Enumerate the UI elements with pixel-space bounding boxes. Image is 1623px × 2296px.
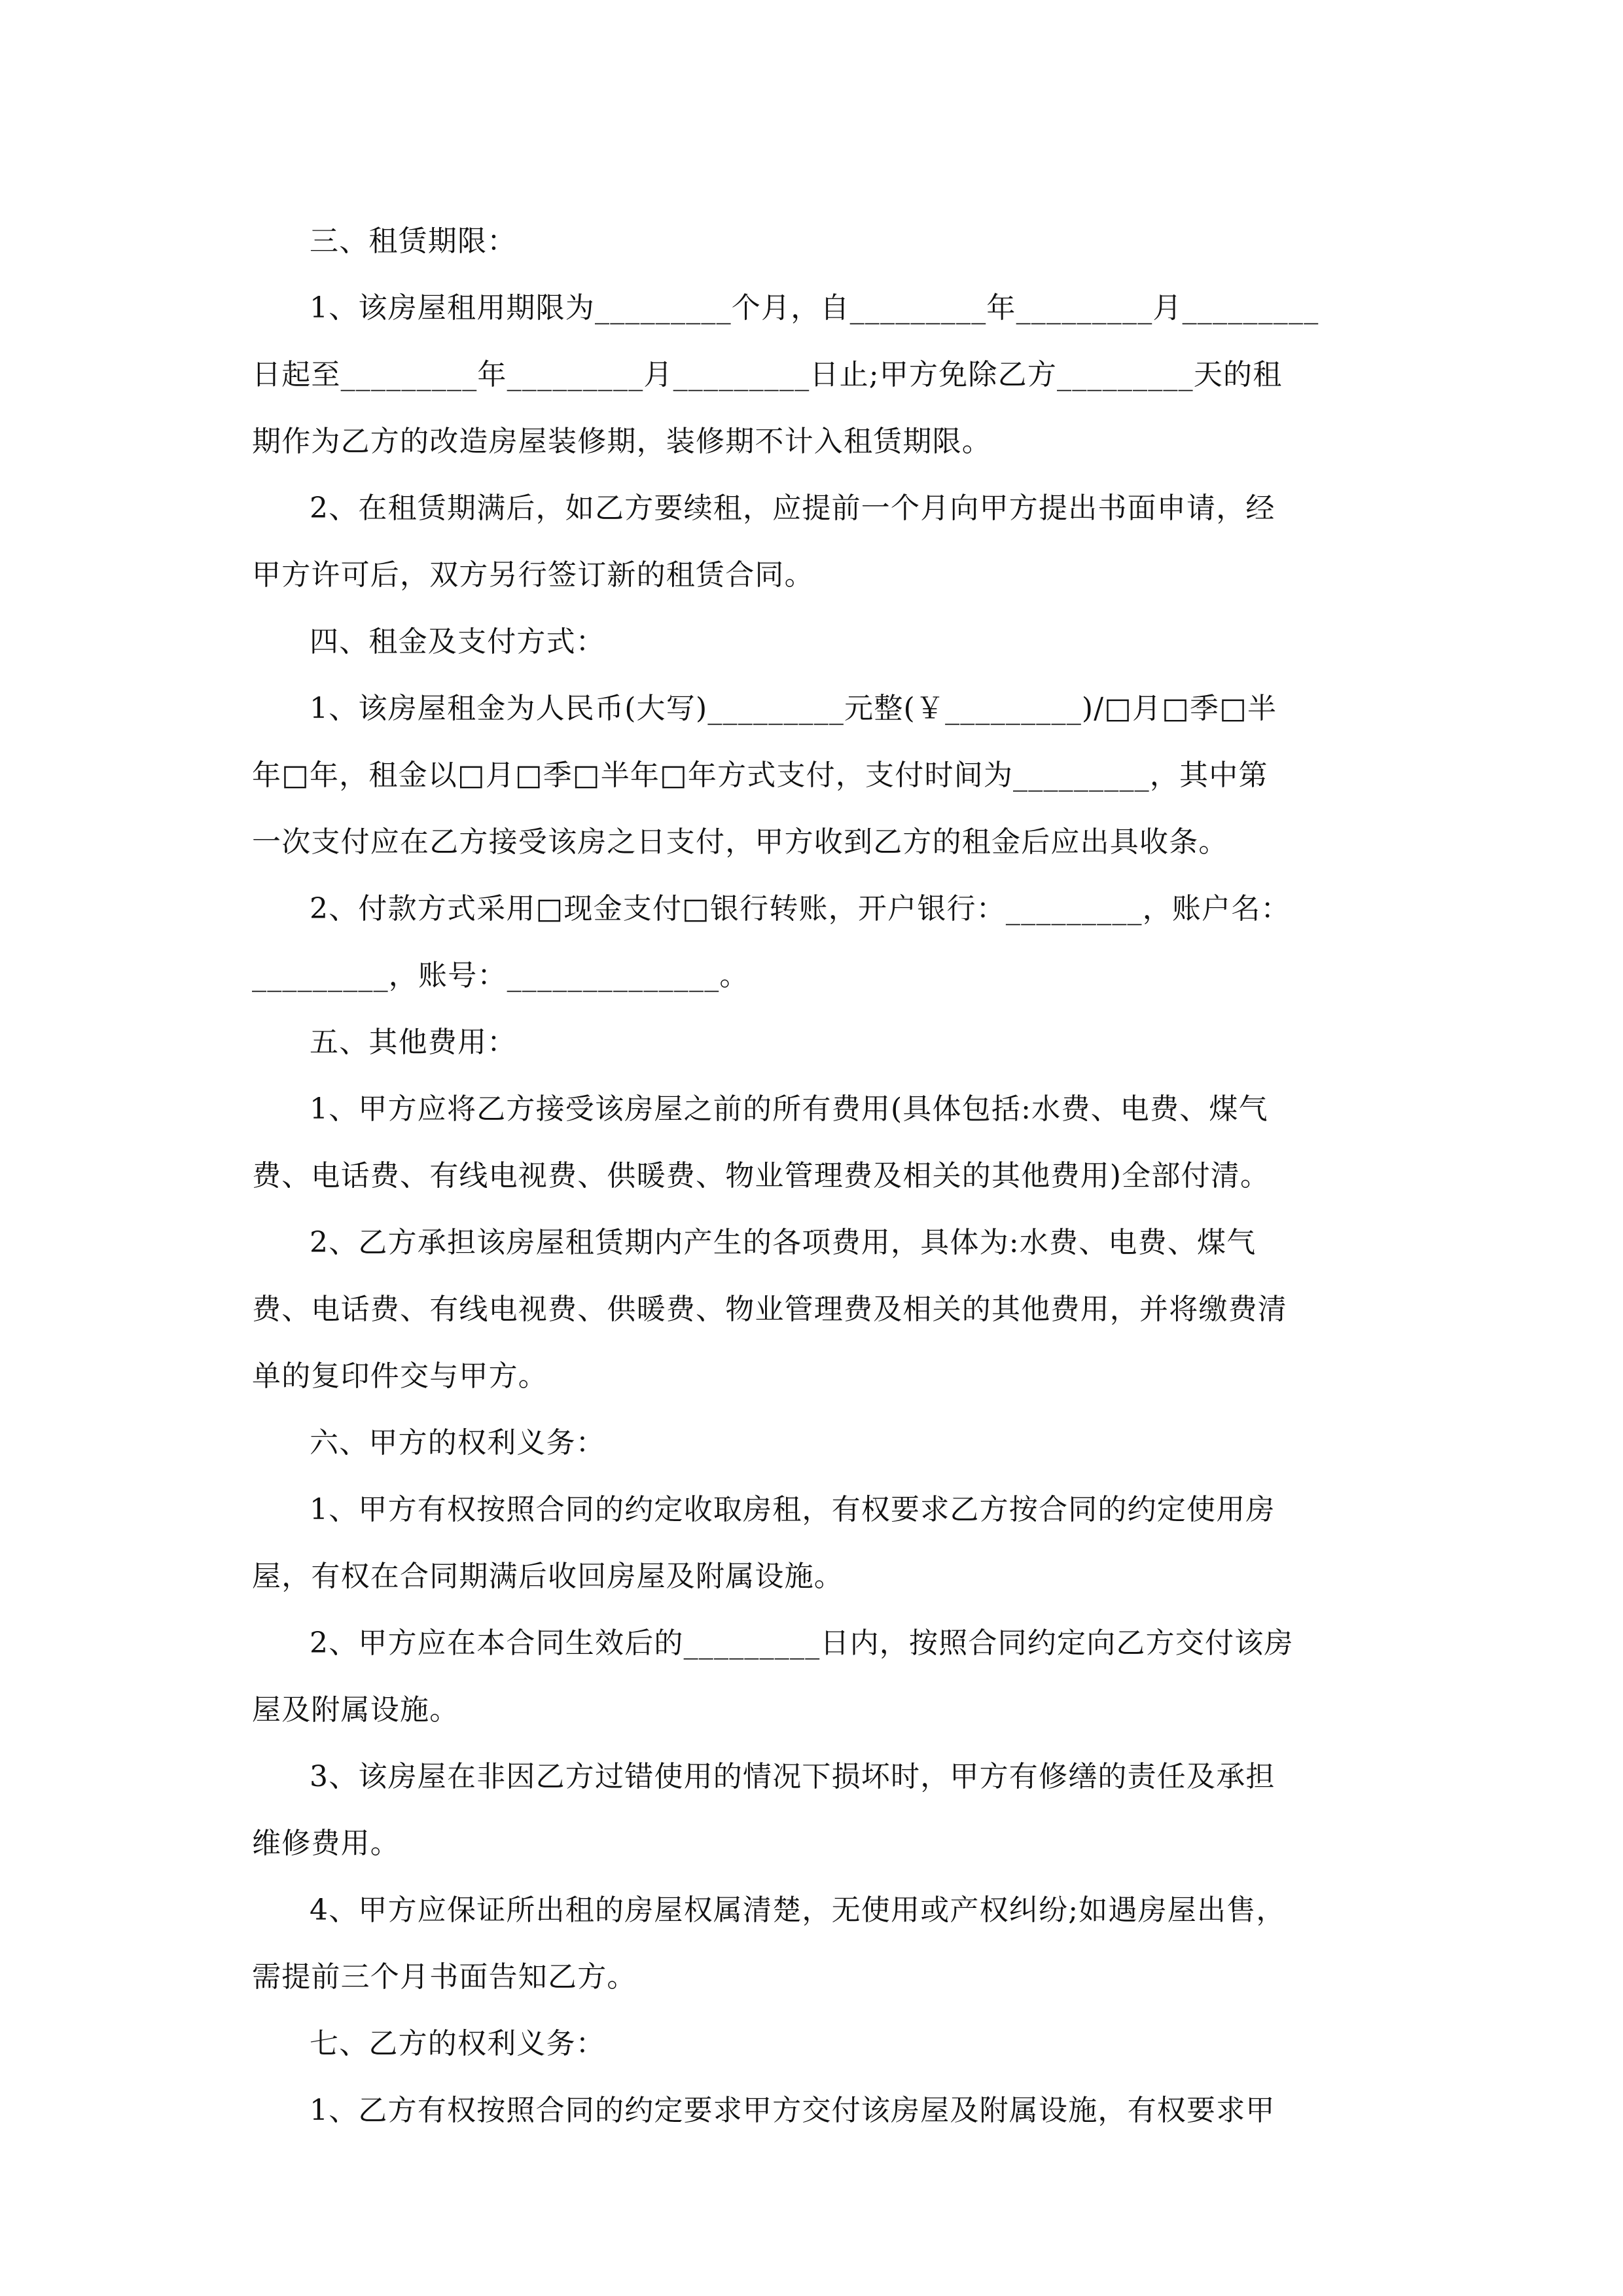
clause-lease-term-1 [252, 275, 1391, 475]
text-line: 1、甲方应将乙方接受该房屋之前的所有费用(具体包括:水费、电费、煤气 [310, 1092, 1268, 1126]
clause-party-b-1 [252, 2077, 1391, 2144]
text-line: 日起至_________年_________月_________日止;甲方免除乙方_________天的租 [252, 358, 1283, 391]
text-line: 费、电话费、有线电视费、供暖费、物业管理费及相关的其他费用，并将缴费清 [252, 1293, 1287, 1326]
contract-body [252, 208, 1391, 2144]
clause-party-a-3 [252, 1744, 1391, 1877]
clause-rent-2 [252, 876, 1391, 1009]
text-line: 需提前三个月书面告知乙方。 [252, 1960, 637, 1994]
clause-lease-term-2 [252, 475, 1391, 609]
clause-party-a-2 [252, 1610, 1391, 1744]
text-line: 屋，有权在合同期满后收回房屋及附属设施。 [252, 1560, 844, 1593]
section-heading-party-b [252, 2011, 1391, 2077]
text-line: 四、租金及支付方式： [310, 625, 605, 658]
clause-rent-1 [252, 675, 1391, 876]
text-line: 屋及附属设施。 [252, 1693, 459, 1727]
text-line: 三、租赁期限： [310, 224, 517, 258]
text-line: 六、甲方的权利义务： [310, 1426, 605, 1460]
text-line: 2、甲方应在本合同生效后的_________日内，按照合同约定向乙方交付该房 [310, 1626, 1294, 1660]
text-line: 2、付款方式采用□现金支付□银行转账，开户银行：_________，账户名： [310, 892, 1291, 925]
section-heading-party-a [252, 1410, 1391, 1477]
text-line: 年□年，租金以□月□季□半年□年方式支付，支付时间为_________，其中第 [252, 759, 1268, 792]
text-line: 七、乙方的权利义务： [310, 2027, 605, 2060]
clause-fees-2 [252, 1210, 1391, 1410]
text-line: 4、甲方应保证所出租的房屋权属清楚，无使用或产权纠纷;如遇房屋出售， [310, 1893, 1286, 1927]
text-line: 2、在租赁期满后，如乙方要续租，应提前一个月向甲方提出书面申请，经 [310, 492, 1275, 525]
text-line: 1、甲方有权按照合同的约定收取房租，有权要求乙方按合同的约定使用房 [310, 1493, 1275, 1526]
clause-party-a-4 [252, 1877, 1391, 2011]
text-line: 费、电话费、有线电视费、供暖费、物业管理费及相关的其他费用)全部付清。 [252, 1159, 1270, 1193]
text-line: 1、乙方有权按照合同的约定要求甲方交付该房屋及附属设施，有权要求甲 [310, 2094, 1275, 2127]
text-line: 五、其他费用： [310, 1026, 517, 1059]
text-line: 甲方许可后，双方另行签订新的租赁合同。 [252, 558, 814, 592]
section-heading-other-fees [252, 1009, 1391, 1076]
text-line: 1、该房屋租用期限为_________个月，自_________年_________月_________ [310, 291, 1319, 325]
text-line: 一次支付应在乙方接受该房之日支付，甲方收到乙方的租金后应出具收条。 [252, 825, 1228, 859]
clause-fees-1 [252, 1076, 1391, 1210]
text-line: 维修费用。 [252, 1827, 400, 1860]
text-line: 3、该房屋在非因乙方过错使用的情况下损坏时，甲方有修缮的责任及承担 [310, 1760, 1275, 1793]
text-line: 1、该房屋租金为人民币(大写)_________元整(￥_________)/□月□季□半 [310, 692, 1277, 725]
section-heading-rent-payment [252, 609, 1391, 675]
text-line: _________，账号：______________。 [252, 959, 749, 992]
text-line: 单的复印件交与甲方。 [252, 1359, 548, 1393]
text-line: 2、乙方承担该房屋租赁期内产生的各项费用，具体为:水费、电费、煤气 [310, 1226, 1257, 1259]
section-heading-lease-term [252, 208, 1391, 275]
text-line: 期作为乙方的改造房屋装修期，装修期不计入租赁期限。 [252, 425, 991, 458]
clause-party-a-1 [252, 1477, 1391, 1610]
